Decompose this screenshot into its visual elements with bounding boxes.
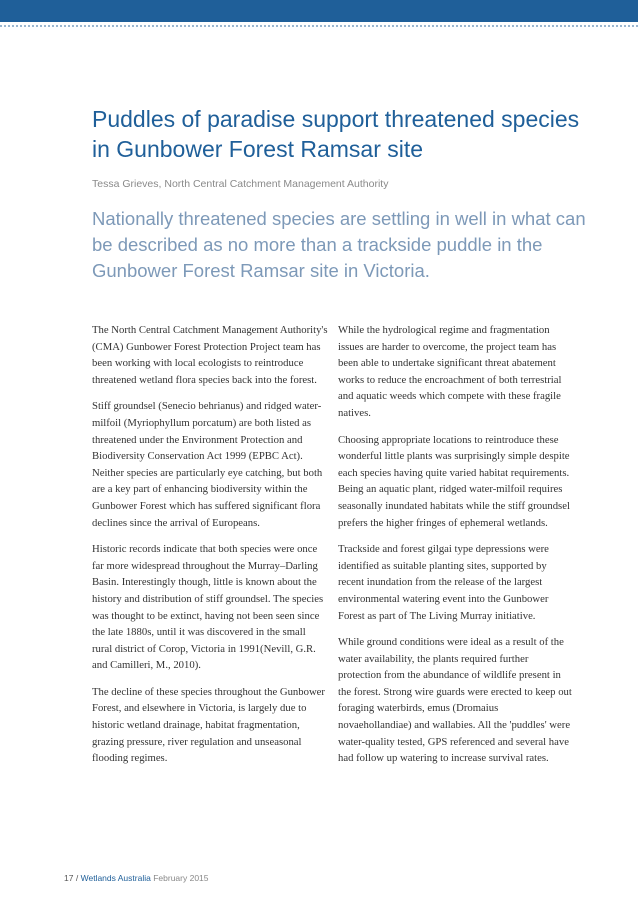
page-number: 17 <box>64 873 74 883</box>
article-title: Puddles of paradise support threatened species in Gunbower Forest Ramsar site <box>92 106 580 162</box>
body-paragraph: While the hydrological regime and fragmentation issues are harder to overcome, the project team has been able to undertake significant threat abatement works to reduce the encroachment of both terrestrial and aquatic weeds which compete with these fragile natives. <box>338 324 562 419</box>
left-column <box>92 322 328 777</box>
publication-date: February 2015 <box>153 873 209 883</box>
header-band <box>0 0 638 22</box>
article-byline: Tessa Grieves, North Central Catchment Management Authority <box>92 178 389 190</box>
body-paragraph: Trackside and forest gilgai type depressions were identified as suitable planting sites, supported by recent inundation from the release of the largest environmental watering event into the Gunbower Forest as part of The Living Murray initiative. <box>338 543 549 622</box>
page-footer <box>64 873 209 883</box>
body-paragraph: Stiff groundsel (Senecio behrianus) and ridged water-milfoil (Myriophyllum porcatum) are both listed as threatened under the Environment Protection and Biodiversity Conservation Act 1999 (EPBC Act). Neither species are particularly eye catching, but both are a key part of enhancing biodiversity within the Gunbower Forest which has suffered significant flora declines since the arrival of Europeans. <box>92 400 323 529</box>
header-dotted-rule <box>0 25 638 27</box>
body-paragraph: While ground conditions were ideal as a result of the water availability, the plants required further protection from the abundance of wildlife present in the forest. Strong wire guards were erected to keep out foraging waterbirds, emus (Dromaius novaehollandiae) and wallabies. All the 'puddles' were water-quality tested, GPS referenced and several have had follow up watering to increase survival rates. <box>338 636 572 765</box>
body-paragraph: Historic records indicate that both species were once far more widespread throughout the Murray–Darling Basin. Interestingly though, little is known about the history and distribution of stiff groundsel. The species was thought to be extinct, having not been seen since the late 1880s, until it was discovered in the small rural district of Corop, Victoria in 1991(Nevill, G.R. and Camilleri, M., 2010). <box>92 543 324 672</box>
body-paragraph: The North Central Catchment Management Authority's (CMA) Gunbower Forest Protection Project team has been working with local ecologists to reintroduce threatened wetland flora species back into the forest. <box>92 324 328 386</box>
body-paragraph: The decline of these species throughout the Gunbower Forest, and elsewhere in Victoria, is largely due to historic wetland drainage, habitat fragmentation, grazing pressure, river regulation and unseasonal flooding regimes. <box>92 685 325 765</box>
footer-separator: / <box>75 873 79 883</box>
right-column <box>338 322 574 777</box>
article-standfirst: Nationally threatened species are settling in well in what can be described as no more than a trackside puddle in the Gunbower Forest Ramsar site in Victoria. <box>92 208 586 281</box>
publication-name: Wetlands Australia <box>80 873 151 883</box>
body-paragraph: Choosing appropriate locations to reintroduce these wonderful little plants was surprisingly simple despite each species having quite varied habitat requirements. Being an aquatic plant, ridged water-milfoil requires seasonally inundated habitats while the stiff groundsel prefers the higher fringes of ephemeral wetlands. <box>338 433 570 529</box>
